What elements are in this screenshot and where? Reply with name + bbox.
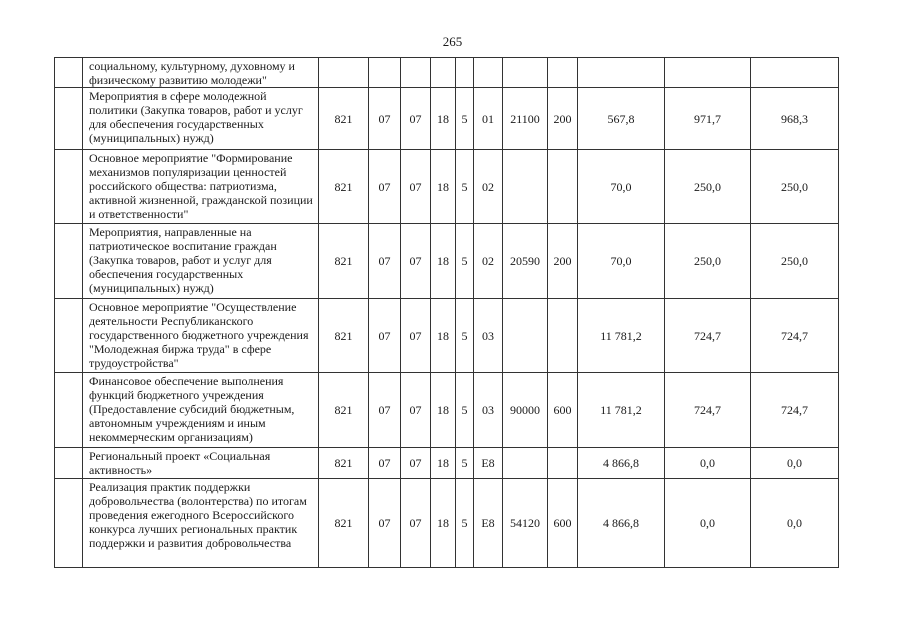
expense-type-cell bbox=[548, 448, 578, 479]
ministry-code-cell: 821 bbox=[319, 224, 369, 299]
ministry-code-cell: 821 bbox=[319, 299, 369, 373]
direction-code-cell bbox=[503, 299, 548, 373]
subprogram-code-cell: 5 bbox=[456, 448, 474, 479]
table-row bbox=[55, 224, 839, 299]
sum-year3-cell: 968,3 bbox=[751, 88, 839, 150]
subsection-code-cell: 07 bbox=[401, 150, 431, 224]
section-code-cell: 07 bbox=[369, 299, 401, 373]
subprogram-code-cell: 5 bbox=[456, 299, 474, 373]
sum-year3-cell: 250,0 bbox=[751, 150, 839, 224]
sum-year3-cell: 724,7 bbox=[751, 299, 839, 373]
program-code-cell: 18 bbox=[431, 224, 456, 299]
ministry-code-cell bbox=[319, 58, 369, 88]
event-code-cell: E8 bbox=[474, 479, 503, 568]
ministry-code-cell: 821 bbox=[319, 373, 369, 448]
subsection-code-cell: 07 bbox=[401, 88, 431, 150]
sum-year1-cell: 4 866,8 bbox=[578, 448, 665, 479]
sum-year1-cell: 4 866,8 bbox=[578, 479, 665, 568]
expense-name-cell: Финансовое обеспечение выполнения функций бюджетного учреждения (Предоставление субсидий бюджетным, автономным учреждениям и иным некоммерческим организациям) bbox=[83, 373, 319, 448]
subprogram-code-cell: 5 bbox=[456, 373, 474, 448]
sum-year1-cell: 11 781,2 bbox=[578, 299, 665, 373]
expense-name-cell: Основное мероприятие "Формирование механизмов популяризации ценностей российского общества: патриотизма, активной жизненной, гражданской позиции и ответственности" bbox=[83, 150, 319, 224]
section-code-cell: 07 bbox=[369, 373, 401, 448]
sum-year3-cell: 724,7 bbox=[751, 373, 839, 448]
row-number-cell bbox=[55, 299, 83, 373]
event-code-cell: 01 bbox=[474, 88, 503, 150]
event-code-cell: 02 bbox=[474, 150, 503, 224]
sum-year3-cell: 0,0 bbox=[751, 479, 839, 568]
program-code-cell: 18 bbox=[431, 479, 456, 568]
direction-code-cell bbox=[503, 58, 548, 88]
budget-table bbox=[54, 57, 839, 568]
event-code-cell: E8 bbox=[474, 448, 503, 479]
sum-year1-cell: 11 781,2 bbox=[578, 373, 665, 448]
subprogram-code-cell: 5 bbox=[456, 479, 474, 568]
section-code-cell: 07 bbox=[369, 448, 401, 479]
row-number-cell bbox=[55, 373, 83, 448]
sum-year3-cell: 0,0 bbox=[751, 448, 839, 479]
event-code-cell: 03 bbox=[474, 299, 503, 373]
sum-year2-cell: 724,7 bbox=[665, 299, 751, 373]
expense-type-cell: 200 bbox=[548, 224, 578, 299]
direction-code-cell: 20590 bbox=[503, 224, 548, 299]
expense-name-cell: Мероприятия, направленные на патриотическое воспитание граждан (Закупка товаров, работ и услуг для обеспечения государственных (муниципальных) нужд) bbox=[83, 224, 319, 299]
expense-name-cell: Основное мероприятие "Осуществление деятельности Республиканского государственного бюджетного учреждения "Молодежная биржа труда" в сфере трудоустройства" bbox=[83, 299, 319, 373]
section-code-cell: 07 bbox=[369, 479, 401, 568]
sum-year1-cell: 70,0 bbox=[578, 150, 665, 224]
ministry-code-cell: 821 bbox=[319, 448, 369, 479]
section-code-cell: 07 bbox=[369, 88, 401, 150]
subsection-code-cell: 07 bbox=[401, 373, 431, 448]
sum-year2-cell: 0,0 bbox=[665, 479, 751, 568]
subprogram-code-cell: 5 bbox=[456, 88, 474, 150]
expense-name-cell: Реализация практик поддержки добровольчества (волонтерства) по итогам проведения ежегодного Всероссийского конкурса лучших региональных практик поддержки и развития добровольчества bbox=[83, 479, 319, 568]
subprogram-code-cell bbox=[456, 58, 474, 88]
sum-year2-cell: 250,0 bbox=[665, 224, 751, 299]
direction-code-cell: 90000 bbox=[503, 373, 548, 448]
section-code-cell bbox=[369, 58, 401, 88]
row-number-cell bbox=[55, 224, 83, 299]
program-code-cell: 18 bbox=[431, 88, 456, 150]
subsection-code-cell: 07 bbox=[401, 448, 431, 479]
sum-year2-cell: 971,7 bbox=[665, 88, 751, 150]
table-row bbox=[55, 448, 839, 479]
subsection-code-cell bbox=[401, 58, 431, 88]
subsection-code-cell: 07 bbox=[401, 299, 431, 373]
sum-year1-cell bbox=[578, 58, 665, 88]
expense-name-cell: социальному, культурному, духовному и физическому развитию молодежи" bbox=[83, 58, 319, 88]
row-number-cell bbox=[55, 58, 83, 88]
program-code-cell: 18 bbox=[431, 299, 456, 373]
event-code-cell: 03 bbox=[474, 373, 503, 448]
direction-code-cell bbox=[503, 448, 548, 479]
page-number: 265 bbox=[442, 34, 463, 49]
ministry-code-cell: 821 bbox=[319, 88, 369, 150]
expense-type-cell: 600 bbox=[548, 373, 578, 448]
table-row bbox=[55, 150, 839, 224]
sum-year2-cell: 0,0 bbox=[665, 448, 751, 479]
sum-year2-cell: 724,7 bbox=[665, 373, 751, 448]
expense-type-cell: 600 bbox=[548, 479, 578, 568]
event-code-cell bbox=[474, 58, 503, 88]
subsection-code-cell: 07 bbox=[401, 224, 431, 299]
expense-type-cell: 200 bbox=[548, 88, 578, 150]
table-row bbox=[55, 479, 839, 568]
row-number-cell bbox=[55, 150, 83, 224]
subsection-code-cell: 07 bbox=[401, 479, 431, 568]
ministry-code-cell: 821 bbox=[319, 479, 369, 568]
event-code-cell: 02 bbox=[474, 224, 503, 299]
row-number-cell bbox=[55, 448, 83, 479]
expense-name-cell: Региональный проект «Социальная активность» bbox=[83, 448, 319, 479]
row-number-cell bbox=[55, 479, 83, 568]
table-row bbox=[55, 88, 839, 150]
sum-year1-cell: 567,8 bbox=[578, 88, 665, 150]
sum-year2-cell: 250,0 bbox=[665, 150, 751, 224]
direction-code-cell: 21100 bbox=[503, 88, 548, 150]
expense-type-cell bbox=[548, 299, 578, 373]
subprogram-code-cell: 5 bbox=[456, 224, 474, 299]
table-row bbox=[55, 373, 839, 448]
program-code-cell: 18 bbox=[431, 150, 456, 224]
table-row bbox=[55, 299, 839, 373]
section-code-cell: 07 bbox=[369, 150, 401, 224]
ministry-code-cell: 821 bbox=[319, 150, 369, 224]
row-number-cell bbox=[55, 88, 83, 150]
expense-name-cell: Мероприятия в сфере молодежной политики (Закупка товаров, работ и услуг для обеспечения государственных (муниципальных) нужд) bbox=[83, 88, 319, 150]
sum-year3-cell: 250,0 bbox=[751, 224, 839, 299]
sum-year2-cell bbox=[665, 58, 751, 88]
expense-type-cell bbox=[548, 150, 578, 224]
sum-year3-cell bbox=[751, 58, 839, 88]
program-code-cell: 18 bbox=[431, 448, 456, 479]
expense-type-cell bbox=[548, 58, 578, 88]
subprogram-code-cell: 5 bbox=[456, 150, 474, 224]
program-code-cell: 18 bbox=[431, 373, 456, 448]
direction-code-cell: 54120 bbox=[503, 479, 548, 568]
section-code-cell: 07 bbox=[369, 224, 401, 299]
sum-year1-cell: 70,0 bbox=[578, 224, 665, 299]
table-row bbox=[55, 58, 839, 88]
program-code-cell bbox=[431, 58, 456, 88]
direction-code-cell bbox=[503, 150, 548, 224]
